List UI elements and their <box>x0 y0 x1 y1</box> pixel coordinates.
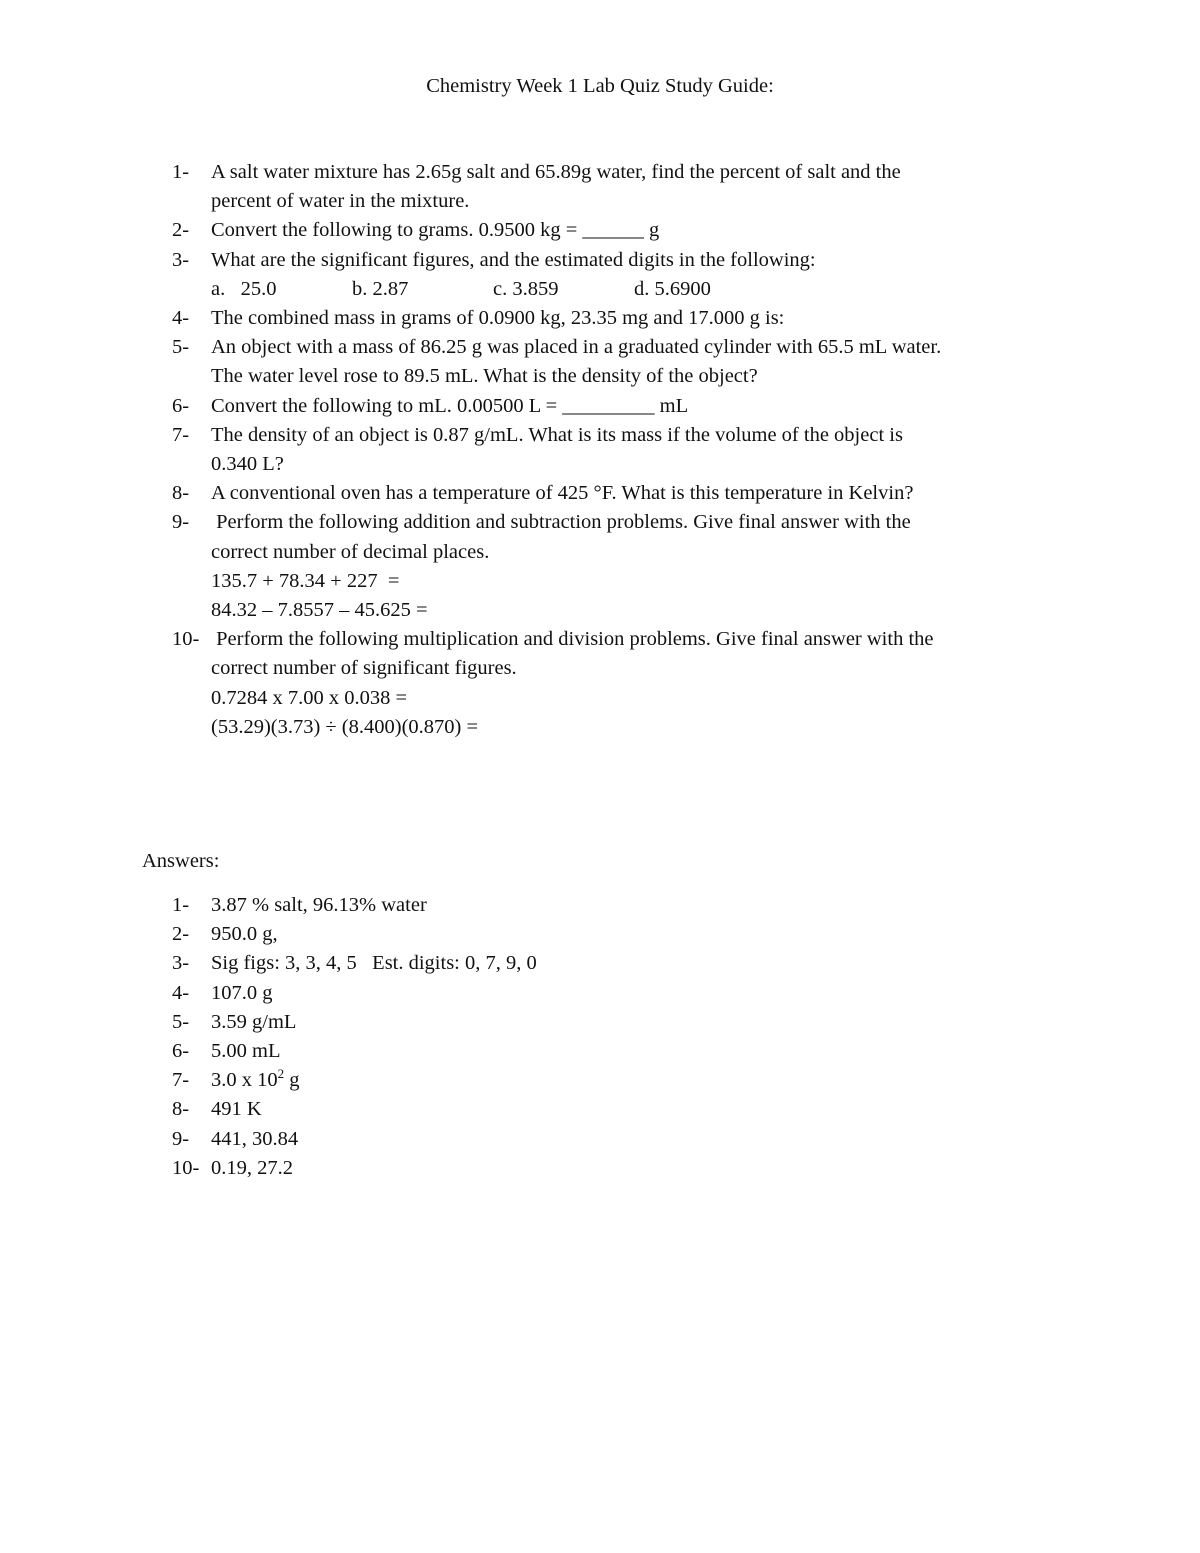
option-d: d. 5.6900 <box>634 277 711 300</box>
answer-item <box>172 1154 772 1183</box>
answer-text: 491 K <box>211 1098 262 1121</box>
question-equation: 0.7284 x 7.00 x 0.038 = <box>211 686 408 709</box>
question-equation: (53.29)(3.73) ÷ (8.400)(0.870) = <box>211 715 479 738</box>
answer-text: 107.0 g <box>211 981 273 1004</box>
question-item <box>172 625 1072 742</box>
answer-list <box>172 891 772 1183</box>
question-item <box>172 246 1072 304</box>
answer-number: 8- <box>172 1098 190 1121</box>
answer-text: 0.19, 27.2 <box>211 1156 293 1179</box>
answer-text: 5.00 mL <box>211 1040 281 1063</box>
option-c: c. 3.859 <box>493 277 559 300</box>
answer-number: 7- <box>172 1069 190 1092</box>
question-text: The combined mass in grams of 0.0900 kg, 23.35 mg and 17.000 g is: <box>211 307 785 330</box>
question-text: 0.340 L? <box>211 453 284 476</box>
question-text: correct number of significant figures. <box>211 657 517 680</box>
question-number: 9- <box>172 511 190 534</box>
answer-number: 10- <box>172 1156 200 1179</box>
option-a: a. 25.0 <box>211 277 277 300</box>
question-number: 2- <box>172 219 190 242</box>
answer-item <box>172 949 772 978</box>
answer-number: 6- <box>172 1040 190 1063</box>
answer-item <box>172 920 772 949</box>
question-equation: 84.32 – 7.8557 – 45.625 = <box>211 599 428 622</box>
question-number: 1- <box>172 161 190 183</box>
answer-unit: g <box>284 1069 300 1092</box>
answer-text: 3.0 x 10 <box>211 1069 278 1092</box>
answer-number: 5- <box>172 1010 190 1033</box>
question-options <box>211 275 1072 304</box>
answer-item <box>172 1008 772 1037</box>
answer-number: 9- <box>172 1127 190 1150</box>
question-text: What are the significant figures, and the estimated digits in the following: <box>211 248 816 271</box>
answer-number: 2- <box>172 923 190 946</box>
question-number: 7- <box>172 423 190 446</box>
answer-item <box>172 1037 772 1066</box>
answer-number: 1- <box>172 894 190 916</box>
question-text: The density of an object is 0.87 g/mL. What is its mass if the volume of the object is <box>211 423 903 446</box>
question-text: correct number of decimal places. <box>211 540 490 563</box>
question-equation: 135.7 + 78.34 + 227 = <box>211 569 400 592</box>
answer-item <box>172 1095 772 1124</box>
question-text: Convert the following to grams. 0.9500 kg = ______ g <box>211 219 660 242</box>
question-number: 6- <box>172 394 190 417</box>
question-text: Perform the following multiplication and division problems. Give final answer with the <box>211 628 934 651</box>
question-text: The water level rose to 89.5 mL. What is the density of the object? <box>211 365 758 388</box>
answer-text: 3.87 % salt, 96.13% water <box>211 894 427 916</box>
question-text: A salt water mixture has 2.65g salt and 65.89g water, find the percent of salt and the <box>211 161 901 183</box>
question-text: Convert the following to mL. 0.00500 L = _________ mL <box>211 394 689 417</box>
question-number: 3- <box>172 248 190 271</box>
question-item <box>172 158 1072 216</box>
answers-heading: Answers: <box>142 850 220 872</box>
question-text: Perform the following addition and subtraction problems. Give final answer with the <box>211 511 911 534</box>
question-text: An object with a mass of 86.25 g was placed in a graduated cylinder with 65.5 mL water. <box>211 336 942 359</box>
answer-text: 950.0 g, <box>211 923 278 946</box>
answer-number: 3- <box>172 952 190 975</box>
question-item <box>172 216 1072 245</box>
page-title: Chemistry Week 1 Lab Quiz Study Guide: <box>426 75 774 97</box>
question-number: 8- <box>172 482 190 505</box>
answer-item <box>172 1066 772 1095</box>
question-item <box>172 333 1072 391</box>
answer-text: Sig figs: 3, 3, 4, 5 Est. digits: 0, 7, 9, 0 <box>211 952 537 975</box>
answer-item <box>172 1125 772 1154</box>
question-text: percent of water in the mixture. <box>211 190 470 213</box>
question-item <box>172 421 1072 479</box>
answer-exponent: 2 <box>277 1066 285 1082</box>
question-list <box>172 158 1072 742</box>
option-b: b. 2.87 <box>352 277 409 300</box>
question-item <box>172 479 1072 508</box>
question-number: 4- <box>172 307 190 330</box>
question-item <box>172 508 1072 625</box>
question-number: 10- <box>172 628 200 651</box>
answer-item <box>172 891 772 920</box>
question-item <box>172 304 1072 333</box>
answer-text: 3.59 g/mL <box>211 1010 297 1033</box>
question-number: 5- <box>172 336 190 359</box>
question-text: A conventional oven has a temperature of 425 °F. What is this temperature in Kelvin? <box>211 482 914 505</box>
answer-text: 441, 30.84 <box>211 1127 299 1150</box>
answer-number: 4- <box>172 981 190 1004</box>
question-item <box>172 392 1072 421</box>
answer-item <box>172 979 772 1008</box>
